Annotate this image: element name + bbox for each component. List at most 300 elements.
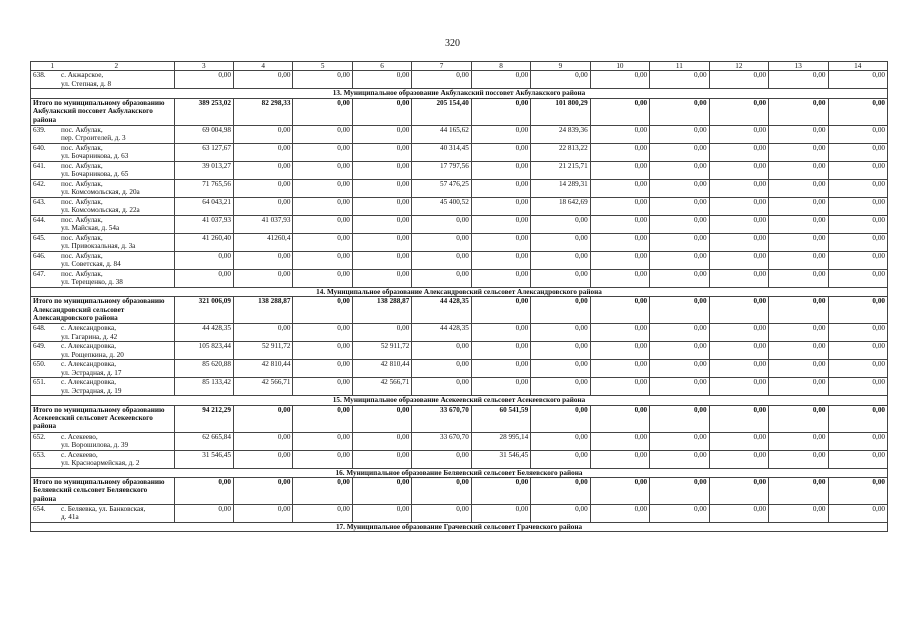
value-cell: 0,00 [293,251,352,269]
address-cell [31,71,175,89]
address-line-1: с. Асекеево, [61,450,98,459]
value-cell: 0,00 [709,360,768,378]
table-row [31,251,888,269]
value-cell: 0,00 [650,215,709,233]
address-line-1: с. Асекеево, [61,432,98,441]
value-cell: 0,00 [233,161,292,179]
value-cell: 0,00 [769,324,828,342]
value-cell: 21 215,71 [531,161,590,179]
value-cell: 0,00 [293,98,352,125]
value-cell: 0,00 [709,143,768,161]
value-cell: 0,00 [293,161,352,179]
value-cell: 0,00 [233,125,292,143]
value-cell: 0,00 [769,342,828,360]
value-cell: 39 013,27 [174,161,233,179]
value-cell: 0,00 [709,98,768,125]
row-number: 647. [33,269,46,278]
address-line-1: пос. Акбулак, [61,251,103,260]
value-cell: 0,00 [293,269,352,287]
address-cell [31,197,175,215]
total-label: Итого по муниципальному образованию Акбулакский поссовет Акбулакского района [31,98,175,125]
address-line-1: с. Александровка, [61,342,116,351]
value-cell: 0,00 [293,432,352,450]
value-cell: 71 765,56 [174,179,233,197]
value-cell: 0,00 [352,179,411,197]
value-cell: 0,00 [650,450,709,468]
address-line-2: ул. Советская, д. 84 [61,260,121,269]
value-cell: 0,00 [174,478,233,505]
value-cell: 0,00 [590,161,649,179]
address-line-1: пос. Акбулак, [61,161,103,170]
value-cell: 0,00 [531,269,590,287]
address-cell [31,505,175,523]
value-cell: 0,00 [709,378,768,396]
value-cell: 0,00 [828,432,888,450]
value-cell: 0,00 [590,233,649,251]
value-cell: 42 566,71 [233,378,292,396]
address-cell [31,432,175,450]
value-cell: 0,00 [352,269,411,287]
value-cell: 0,00 [412,269,471,287]
value-cell: 42 810,44 [352,360,411,378]
value-cell: 0,00 [828,269,888,287]
value-cell: 321 006,09 [174,297,233,324]
column-number: 8 [471,62,530,71]
value-cell: 0,00 [828,125,888,143]
value-cell: 0,00 [828,143,888,161]
value-cell: 42 810,44 [233,360,292,378]
address-cell [31,251,175,269]
value-cell: 0,00 [471,161,530,179]
value-cell: 0,00 [471,125,530,143]
value-cell: 0,00 [769,450,828,468]
value-cell: 0,00 [650,71,709,89]
value-cell: 0,00 [412,478,471,505]
value-cell: 0,00 [769,161,828,179]
value-cell: 0,00 [412,360,471,378]
value-cell: 0,00 [769,98,828,125]
address-line-2: ул. Ворошилова, д. 39 [61,441,129,450]
value-cell: 0,00 [471,179,530,197]
value-cell: 0,00 [471,478,530,505]
address-line-2: д. 41а [61,513,79,522]
address-cell [31,143,175,161]
value-cell: 0,00 [769,251,828,269]
row-number: 646. [33,251,46,260]
section-title: 13. Муниципальное образование Акбулакский поссовет Акбулакского района [31,89,888,98]
address-line-2: ул. Терещенко, д. 38 [61,278,123,287]
value-cell: 0,00 [769,71,828,89]
value-cell: 0,00 [769,125,828,143]
value-cell: 0,00 [352,450,411,468]
address-line-1: пос. Акбулак, [61,143,103,152]
value-cell: 0,00 [233,269,292,287]
value-cell: 57 476,25 [412,179,471,197]
value-cell: 0,00 [233,143,292,161]
value-cell: 0,00 [352,71,411,89]
section-title: 15. Муниципальное образование Асекеевский сельсовет Асекеевского района [31,396,888,405]
row-number: 643. [33,197,46,206]
address-line-2: ул. Бочарникова, д. 63 [61,152,129,161]
value-cell: 52 911,72 [352,342,411,360]
table-row [31,378,888,396]
value-cell: 0,00 [769,478,828,505]
value-cell: 0,00 [293,125,352,143]
column-number: 14 [828,62,888,71]
value-cell: 0,00 [650,405,709,432]
address-line-1: пос. Акбулак, [61,125,103,134]
value-cell: 0,00 [352,125,411,143]
value-cell: 62 665,84 [174,432,233,450]
value-cell: 64 043,21 [174,197,233,215]
value-cell: 0,00 [650,161,709,179]
address-line-2: ул. Гагарина, д. 42 [61,332,118,341]
value-cell: 85 620,88 [174,360,233,378]
value-cell: 0,00 [352,251,411,269]
value-cell: 0,00 [828,405,888,432]
row-number: 644. [33,215,46,224]
value-cell: 0,00 [709,450,768,468]
address-line-1: с. Акжарское, [61,71,104,80]
section-title: 16. Муниципальное образование Беляевский сельсовет Беляевского района [31,468,888,477]
value-cell: 0,00 [828,450,888,468]
value-cell: 0,00 [471,360,530,378]
value-cell: 52 911,72 [233,342,292,360]
value-cell: 0,00 [828,161,888,179]
value-cell: 0,00 [650,98,709,125]
value-cell: 0,00 [709,197,768,215]
total-row [31,98,888,125]
value-cell: 0,00 [828,98,888,125]
value-cell: 0,00 [590,71,649,89]
table-row [31,179,888,197]
value-cell: 0,00 [531,405,590,432]
total-label: Итого по муниципальному образованию Асекеевский сельсовет Асекеевского района [31,405,175,432]
value-cell: 0,00 [709,297,768,324]
section-title: 14. Муниципальное образование Александровский сельсовет Александровского района [31,287,888,296]
value-cell: 60 541,59 [471,405,530,432]
value-cell: 0,00 [233,324,292,342]
value-cell: 0,00 [828,233,888,251]
value-cell: 0,00 [650,505,709,523]
section-header-row [31,89,888,98]
value-cell: 0,00 [590,251,649,269]
value-cell: 41 037,93 [233,215,292,233]
value-cell: 0,00 [769,378,828,396]
table-row [31,324,888,342]
address-line-1: с. Александровка, [61,360,116,369]
value-cell: 0,00 [590,432,649,450]
table-body [31,62,888,532]
value-cell: 0,00 [709,161,768,179]
section-header-row [31,396,888,405]
page-number: 320 [445,38,460,49]
value-cell: 0,00 [709,405,768,432]
value-cell: 0,00 [590,378,649,396]
value-cell: 24 839,36 [531,125,590,143]
value-cell: 0,00 [590,215,649,233]
column-number: 5 [293,62,352,71]
value-cell: 138 288,87 [233,297,292,324]
value-cell: 42 566,71 [352,378,411,396]
address-line-2: ул. Эстрадная, д. 19 [61,386,122,395]
section-title: 17. Муниципальное образование Грачевский сельсовет Грачевского района [31,523,888,532]
value-cell: 0,00 [352,233,411,251]
value-cell: 0,00 [590,269,649,287]
address-cell [31,179,175,197]
address-cell [31,324,175,342]
table-row [31,233,888,251]
value-cell: 0,00 [590,98,649,125]
column-number: 13 [769,62,828,71]
value-cell: 0,00 [352,98,411,125]
value-cell: 0,00 [590,450,649,468]
address-line-1: с. Александровка, [61,378,116,387]
value-cell: 0,00 [828,378,888,396]
address-line-2: ул. Бочарникова, д. 65 [61,170,129,179]
column-number: 6 [352,62,411,71]
column-number: 4 [233,62,292,71]
value-cell: 0,00 [828,342,888,360]
value-cell: 0,00 [769,197,828,215]
value-cell: 0,00 [709,251,768,269]
column-number: 7 [412,62,471,71]
value-cell: 0,00 [293,215,352,233]
value-cell: 0,00 [293,378,352,396]
value-cell: 0,00 [769,269,828,287]
value-cell: 0,00 [709,71,768,89]
table-row [31,161,888,179]
table-row [31,215,888,233]
value-cell: 0,00 [709,505,768,523]
value-cell: 0,00 [828,478,888,505]
value-cell: 0,00 [769,179,828,197]
address-cell [31,161,175,179]
column-number: 2 [114,62,119,70]
table-row [31,197,888,215]
address-cell [31,450,175,468]
value-cell: 0,00 [590,478,649,505]
value-cell: 0,00 [412,342,471,360]
address-line-1: пос. Акбулак, [61,215,103,224]
value-cell: 33 670,70 [412,405,471,432]
value-cell: 0,00 [233,505,292,523]
value-cell: 0,00 [531,432,590,450]
address-line-1: пос. Акбулак, [61,197,103,206]
table-row [31,269,888,287]
value-cell: 0,00 [352,505,411,523]
value-cell: 0,00 [412,71,471,89]
value-cell: 0,00 [828,324,888,342]
value-cell: 0,00 [650,478,709,505]
address-line-2: ул. Красноармейская, д. 2 [61,459,140,468]
row-number: 653. [33,450,46,459]
value-cell: 0,00 [531,251,590,269]
value-cell: 0,00 [233,251,292,269]
value-cell: 0,00 [233,432,292,450]
value-cell: 0,00 [828,197,888,215]
value-cell: 0,00 [233,197,292,215]
value-cell: 0,00 [590,505,649,523]
value-cell: 0,00 [471,378,530,396]
address-cell [31,215,175,233]
value-cell: 0,00 [650,378,709,396]
value-cell: 45 400,52 [412,197,471,215]
value-cell: 0,00 [828,71,888,89]
value-cell: 0,00 [769,143,828,161]
total-label: Итого по муниципальному образованию Александровский сельсовет Александровского района [31,297,175,324]
address-cell [31,378,175,396]
value-cell: 0,00 [352,161,411,179]
value-cell: 44 428,35 [174,324,233,342]
value-cell: 0,00 [769,297,828,324]
value-cell: 0,00 [590,342,649,360]
value-cell: 0,00 [293,324,352,342]
address-line-1: пос. Акбулак, [61,269,103,278]
value-cell: 0,00 [174,269,233,287]
value-cell: 0,00 [293,179,352,197]
address-line-2: ул. Комсомольская, д. 20а [61,188,140,197]
address-line-1: пос. Акбулак, [61,233,103,242]
value-cell: 138 288,87 [352,297,411,324]
value-cell: 0,00 [828,215,888,233]
value-cell: 0,00 [590,297,649,324]
value-cell: 44 428,35 [412,324,471,342]
value-cell: 0,00 [352,432,411,450]
value-cell: 0,00 [471,324,530,342]
value-cell: 33 670,70 [412,432,471,450]
value-cell: 0,00 [828,179,888,197]
value-cell: 0,00 [293,478,352,505]
value-cell: 0,00 [709,269,768,287]
value-cell: 0,00 [531,505,590,523]
value-cell: 0,00 [233,478,292,505]
value-cell: 0,00 [590,179,649,197]
value-cell: 0,00 [471,98,530,125]
value-cell: 0,00 [650,324,709,342]
column-number-header [31,62,175,71]
value-cell: 0,00 [531,324,590,342]
table-row [31,125,888,143]
value-cell: 17 797,56 [412,161,471,179]
table-row [31,360,888,378]
value-cell: 0,00 [709,125,768,143]
value-cell: 18 642,69 [531,197,590,215]
row-number: 638. [33,71,46,80]
value-cell: 28 995,14 [471,432,530,450]
section-header-row [31,468,888,477]
value-cell: 41260,4 [233,233,292,251]
value-cell: 0,00 [709,478,768,505]
value-cell: 0,00 [293,405,352,432]
value-cell: 0,00 [352,215,411,233]
value-cell: 0,00 [650,125,709,143]
value-cell: 0,00 [352,143,411,161]
row-number: 642. [33,179,46,188]
row-number: 649. [33,342,46,351]
value-cell: 14 289,31 [531,179,590,197]
value-cell: 0,00 [590,360,649,378]
value-cell: 0,00 [233,179,292,197]
address-line-2: пер. Строителей, д. 3 [61,134,126,143]
column-number-row [31,62,888,71]
value-cell: 0,00 [471,505,530,523]
value-cell: 0,00 [650,342,709,360]
value-cell: 0,00 [471,297,530,324]
value-cell: 105 823,44 [174,342,233,360]
value-cell: 82 298,33 [233,98,292,125]
value-cell: 0,00 [352,324,411,342]
value-cell: 0,00 [769,360,828,378]
value-cell: 0,00 [709,215,768,233]
total-label: Итого по муниципальному образованию Беляевский сельсовет Беляевского района [31,478,175,505]
value-cell: 0,00 [531,342,590,360]
value-cell: 0,00 [709,179,768,197]
value-cell: 0,00 [828,251,888,269]
address-line-2: ул. Степная, д. 8 [61,79,112,88]
value-cell: 0,00 [233,71,292,89]
value-cell: 0,00 [531,360,590,378]
value-cell: 0,00 [531,297,590,324]
value-cell: 0,00 [233,450,292,468]
value-cell: 0,00 [531,478,590,505]
address-line-2: ул. Комсомольская, д. 22а [61,206,140,215]
value-cell: 0,00 [769,233,828,251]
value-cell: 0,00 [174,505,233,523]
value-cell: 0,00 [471,197,530,215]
value-cell: 0,00 [590,197,649,215]
value-cell: 0,00 [412,215,471,233]
value-cell: 0,00 [412,378,471,396]
value-cell: 0,00 [174,251,233,269]
column-number: 11 [650,62,709,71]
address-line-2: ул. Эстрадная, д. 17 [61,368,122,377]
value-cell: 0,00 [650,432,709,450]
value-cell: 0,00 [293,143,352,161]
row-number: 648. [33,324,46,333]
value-cell: 63 127,67 [174,143,233,161]
value-cell: 31 546,45 [471,450,530,468]
value-cell: 0,00 [650,360,709,378]
address-line-2: ул. Рощепкина, д. 20 [61,350,124,359]
value-cell: 0,00 [233,405,292,432]
value-cell: 0,00 [471,342,530,360]
value-cell: 0,00 [650,233,709,251]
value-cell: 0,00 [650,179,709,197]
value-cell: 0,00 [352,405,411,432]
column-number: 1 [50,62,55,70]
value-cell: 31 546,45 [174,450,233,468]
value-cell: 0,00 [293,360,352,378]
table-row [31,450,888,468]
row-number: 645. [33,233,46,242]
value-cell: 0,00 [531,450,590,468]
row-number: 640. [33,143,46,152]
value-cell: 0,00 [650,269,709,287]
value-cell: 0,00 [293,197,352,215]
value-cell: 0,00 [412,233,471,251]
table-row [31,143,888,161]
value-cell: 0,00 [471,143,530,161]
value-cell: 101 800,29 [531,98,590,125]
total-row [31,478,888,505]
section-header-row [31,523,888,532]
row-number: 639. [33,125,46,134]
value-cell: 0,00 [531,233,590,251]
value-cell: 0,00 [293,233,352,251]
value-cell: 0,00 [293,342,352,360]
row-number: 641. [33,161,46,170]
